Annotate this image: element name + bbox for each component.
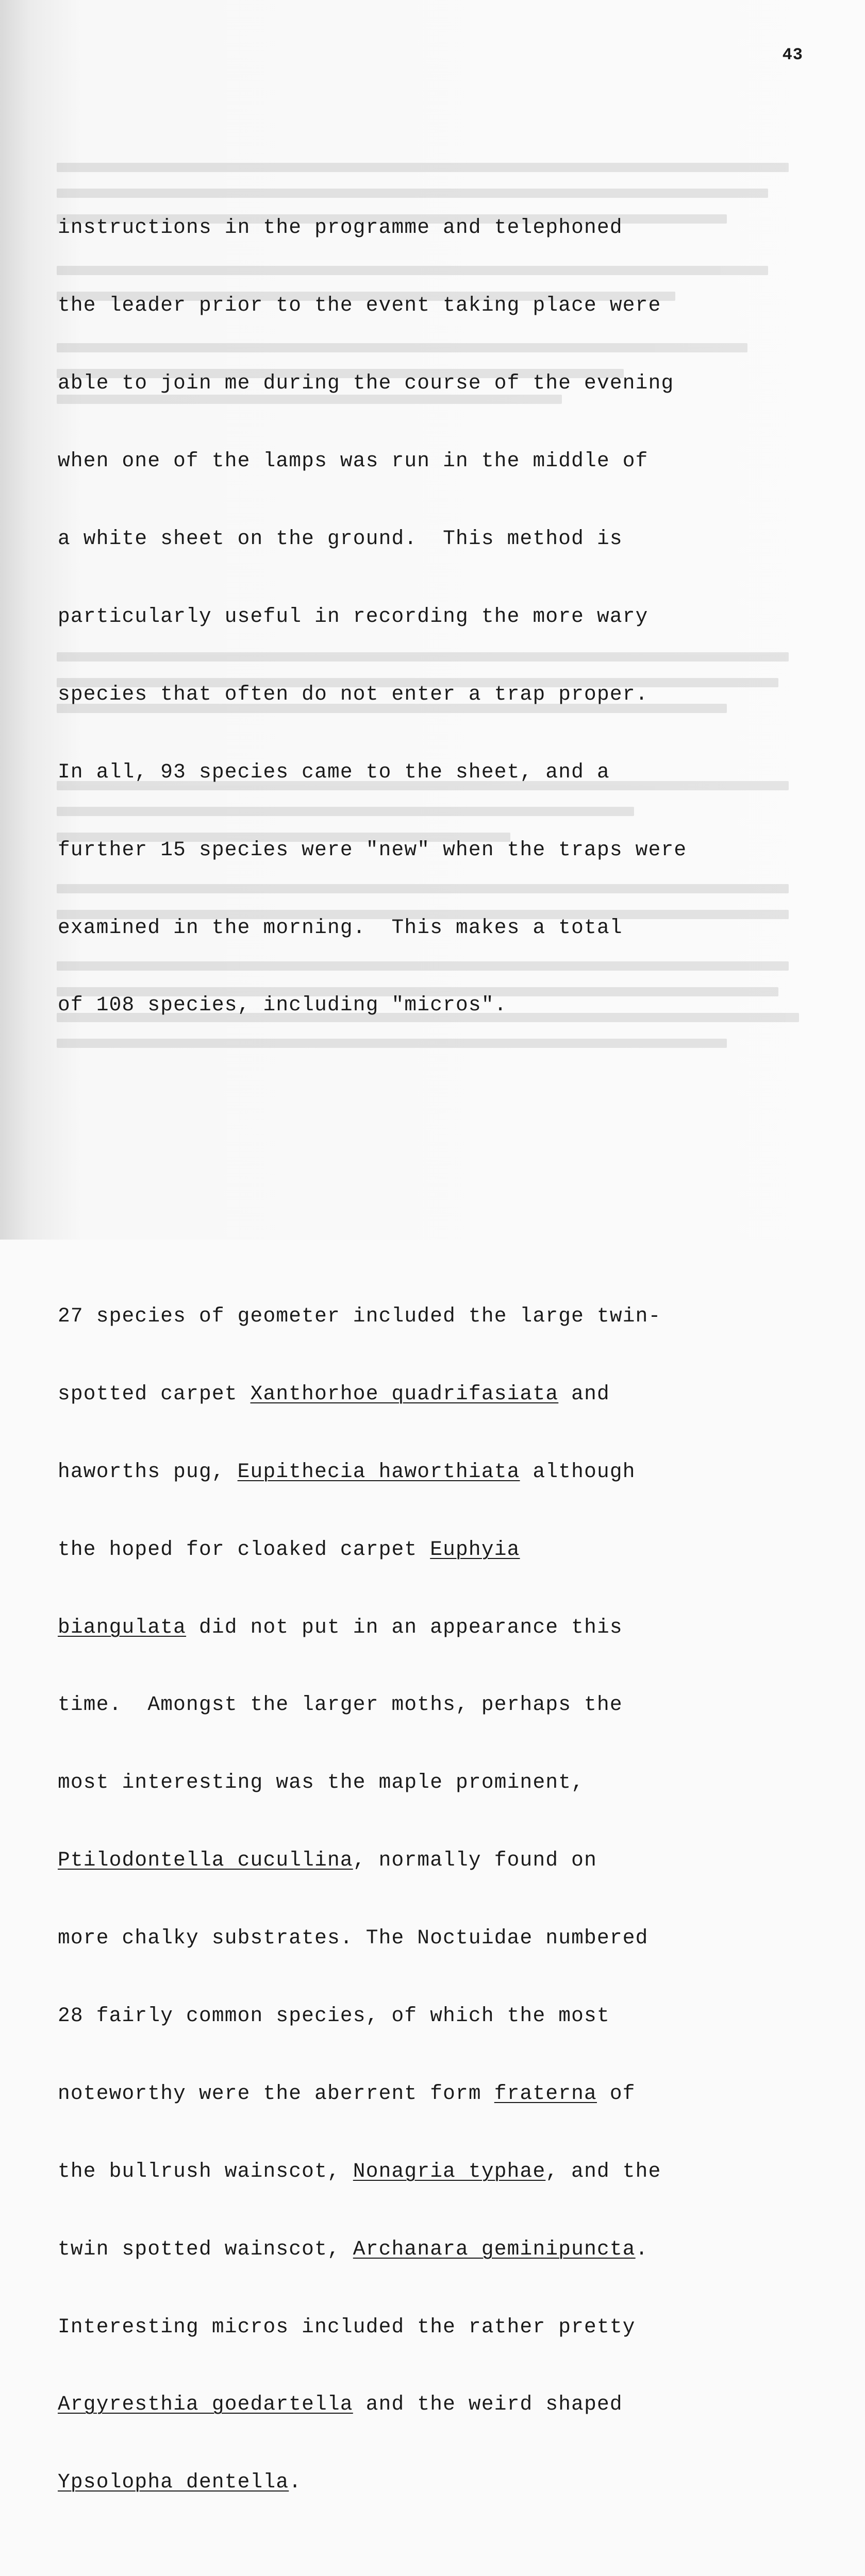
- text-segment: did not put in an appearance this: [186, 1615, 623, 1639]
- text-line: when one of the lamps was run in the middle of: [58, 449, 648, 473]
- text-line: [58, 2314, 821, 2340]
- text-segment: , normally found on: [353, 1849, 597, 1872]
- species-name: Nonagria typhae: [353, 2159, 546, 2183]
- text-line: able to join me during the course of the evening: [58, 371, 674, 395]
- text-line: [58, 2159, 821, 2184]
- text-segment: most interesting was the maple prominent,: [58, 1771, 585, 1794]
- text-line: [58, 1692, 821, 1718]
- species-name: Xanthorhoe quadrifasiata: [250, 1382, 559, 1405]
- text-segment: .: [635, 2237, 648, 2261]
- text-segment: although: [520, 1460, 636, 1483]
- text-segment: .: [289, 2470, 302, 2494]
- text-segment: the hoped for cloaked carpet: [58, 1537, 430, 1561]
- text-line: [58, 2003, 821, 2029]
- body-text: [58, 86, 821, 2576]
- text-line: examined in the morning. This makes a total: [58, 916, 623, 939]
- text-line: [58, 2469, 821, 2495]
- text-line: [58, 1925, 821, 1951]
- text-segment: spotted carpet: [58, 1382, 251, 1405]
- text-line: [58, 2081, 821, 2107]
- text-line: In all, 93 species came to the sheet, and a: [58, 760, 610, 784]
- text-segment: and: [558, 1382, 610, 1405]
- species-name: Eupithecia haworthiata: [237, 1460, 520, 1483]
- paragraph-1: [58, 163, 821, 1070]
- text-segment: Interesting micros included the rather pretty: [58, 2315, 636, 2338]
- text-line: instructions in the programme and telephoned: [58, 216, 623, 240]
- text-segment: twin spotted wainscot,: [58, 2237, 353, 2261]
- text-line: of 108 species, including "micros".: [58, 993, 507, 1017]
- species-name: Argyresthia goedartella: [58, 2393, 353, 2416]
- text-segment: haworths pug,: [58, 1460, 238, 1483]
- text-line: [58, 1848, 821, 1873]
- species-name: Euphyia: [430, 1537, 520, 1561]
- species-name: fraterna: [494, 2081, 597, 2105]
- text-line: [58, 1770, 821, 1795]
- text-segment: noteworthy were the aberrent form: [58, 2081, 494, 2105]
- text-segment: 28 fairly common species, of which the most: [58, 2004, 610, 2027]
- text-segment: 27 species of geometer included the large twin-: [58, 1304, 661, 1328]
- text-line: [58, 2392, 821, 2417]
- text-line: [58, 1303, 821, 1329]
- text-line: species that often do not enter a trap proper.: [58, 682, 648, 706]
- text-line: a white sheet on the ground. This method is: [58, 527, 623, 551]
- paragraph-gap: [58, 1148, 821, 1174]
- paragraph-2: [58, 1251, 821, 2547]
- text-line: [58, 2236, 821, 2262]
- text-line: [58, 1459, 821, 1485]
- page-number: 43: [782, 45, 803, 64]
- text-line: particularly useful in recording the more wary: [58, 604, 648, 628]
- species-name: biangulata: [58, 1615, 187, 1639]
- text-segment: of: [596, 2081, 636, 2105]
- text-segment: more chalky substrates. The Noctuidae numbered: [58, 1926, 648, 1950]
- text-line: [58, 1381, 821, 1407]
- species-name: Ypsolopha dentella: [58, 2470, 289, 2494]
- text-segment: , and the: [545, 2159, 661, 2183]
- text-line: [58, 1537, 821, 1563]
- species-name: Archanara geminipuncta: [353, 2237, 636, 2261]
- text-segment: time. Amongst the larger moths, perhaps the: [58, 1693, 623, 1717]
- text-line: the leader prior to the event taking place were: [58, 294, 661, 317]
- species-name: Ptilodontella cucullina: [58, 1849, 353, 1872]
- text-segment: and the weird shaped: [353, 2393, 623, 2416]
- text-segment: the bullrush wainscot,: [58, 2159, 353, 2183]
- text-line: [58, 1615, 821, 1640]
- text-line: further 15 species were "new" when the traps were: [58, 838, 687, 861]
